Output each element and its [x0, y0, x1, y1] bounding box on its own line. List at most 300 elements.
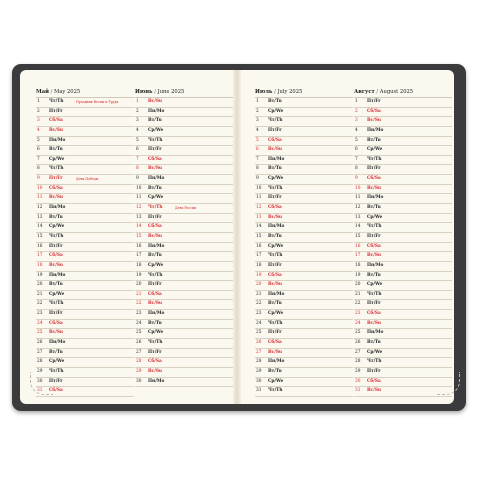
- day-row: [354, 223, 452, 233]
- month-name-en: May 2025: [54, 89, 81, 95]
- day-row: [135, 281, 233, 291]
- day-number: 20: [37, 282, 43, 288]
- weekday-label: Сб/Sa: [49, 253, 63, 259]
- day-row: [255, 175, 353, 185]
- day-number: 15: [355, 233, 361, 239]
- day-number: 21: [37, 291, 43, 297]
- day-number: 14: [37, 224, 43, 230]
- day-number: 18: [37, 262, 43, 268]
- day-number: 10: [256, 185, 262, 191]
- day-row: [36, 281, 134, 291]
- weekday-label: Пн/Mo: [148, 108, 165, 114]
- day-number: 25: [256, 330, 262, 336]
- day-number: 20: [355, 282, 361, 288]
- weekday-label: Вс/Su: [49, 262, 64, 268]
- weekday-label: Вт/Tu: [148, 320, 162, 326]
- day-number: 23: [256, 311, 262, 317]
- day-row: [255, 165, 353, 175]
- weekday-label: Вс/Su: [49, 330, 64, 336]
- weekday-label: Ср/We: [148, 262, 164, 268]
- weekday-label: Чт/Th: [268, 388, 283, 394]
- weekday-label: Сб/Sa: [367, 243, 381, 249]
- day-number: 7: [256, 156, 259, 162]
- weekday-label: Пн/Mo: [367, 195, 384, 201]
- weekday-label: Чт/Th: [367, 156, 382, 162]
- day-number: 16: [355, 243, 361, 249]
- day-number: 5: [136, 137, 139, 143]
- day-number: 8: [355, 166, 358, 172]
- weekday-label: Вт/Tu: [268, 368, 282, 374]
- weekday-label: Ср/We: [49, 156, 65, 162]
- weekday-label: Вт/Tu: [367, 205, 381, 211]
- day-row: [354, 339, 452, 349]
- day-row: [135, 368, 233, 378]
- weekday-label: Пт/Fr: [49, 243, 63, 249]
- weekday-label: Ср/We: [148, 195, 164, 201]
- day-number: 19: [355, 272, 361, 278]
- day-row: [354, 185, 452, 195]
- weekday-label: Пн/Mo: [367, 127, 384, 133]
- day-number: 12: [355, 205, 361, 211]
- day-number: 26: [37, 340, 43, 346]
- month-header: Май / May 2025: [36, 87, 134, 98]
- day-number: 23: [37, 311, 43, 317]
- day-number: 25: [136, 330, 142, 336]
- day-number: 3: [136, 118, 139, 124]
- month-name-ru: Август: [354, 89, 375, 95]
- day-number: 3: [355, 118, 358, 124]
- weekday-label: Чт/Th: [268, 118, 283, 124]
- day-number: 16: [37, 243, 43, 249]
- day-row: [36, 108, 134, 118]
- day-number: 29: [136, 368, 142, 374]
- day-number: 21: [355, 291, 361, 297]
- day-number: 2: [136, 108, 139, 114]
- day-number: 18: [256, 262, 262, 268]
- day-row: [255, 272, 353, 282]
- day-number: 24: [355, 320, 361, 326]
- weekday-label: Пн/Mo: [49, 272, 66, 278]
- day-row: [354, 310, 452, 320]
- weekday-label: Ср/We: [148, 127, 164, 133]
- day-number: 12: [37, 205, 43, 211]
- weekday-label: Пт/Fr: [49, 108, 63, 114]
- day-number: 21: [256, 291, 262, 297]
- weekday-label: Ср/We: [148, 330, 164, 336]
- day-number: 17: [256, 253, 262, 259]
- weekday-label: Вт/Tu: [268, 233, 282, 239]
- day-row: [36, 272, 134, 282]
- day-row: [135, 175, 233, 185]
- day-row: [255, 194, 353, 204]
- weekday-label: Сб/Sa: [49, 388, 63, 394]
- weekday-label: Пт/Fr: [268, 262, 282, 268]
- weekday-label: Сб/Sa: [268, 205, 282, 211]
- day-row: [36, 127, 134, 137]
- weekday-label: Сб/Sa: [148, 359, 162, 365]
- weekday-label: Вс/Su: [367, 118, 382, 124]
- day-row: [354, 368, 452, 378]
- holiday-note: День Победы: [76, 177, 99, 182]
- weekday-label: Пн/Mo: [49, 340, 66, 346]
- day-row: [354, 98, 452, 108]
- day-number: 17: [37, 253, 43, 259]
- day-number: 19: [37, 272, 43, 278]
- day-row: [36, 358, 134, 368]
- weekday-label: Сб/Sa: [49, 320, 63, 326]
- day-row: [354, 262, 452, 272]
- day-number: 28: [136, 359, 142, 365]
- day-row: [36, 310, 134, 320]
- day-row: [135, 137, 233, 147]
- day-row: [255, 387, 353, 397]
- weekday-label: Вт/Tu: [367, 340, 381, 346]
- weekday-label: Пт/Fr: [49, 311, 63, 317]
- month-column-june: [135, 87, 233, 387]
- day-number: 6: [37, 147, 40, 153]
- day-number: 6: [136, 147, 139, 153]
- day-number: 17: [136, 253, 142, 259]
- weekday-label: Пн/Mo: [148, 243, 165, 249]
- day-number: 13: [136, 214, 142, 220]
- day-row: [135, 117, 233, 127]
- weekday-label: Ср/We: [268, 378, 284, 384]
- weekday-label: Чт/Th: [268, 253, 283, 259]
- day-row: [36, 214, 134, 224]
- holiday-note: День России: [175, 206, 197, 211]
- day-number: 26: [256, 340, 262, 346]
- weekday-label: Вт/Tu: [268, 301, 282, 307]
- day-row: [36, 137, 134, 147]
- day-row: [354, 252, 452, 262]
- day-row: [36, 223, 134, 233]
- day-row: [255, 223, 353, 233]
- day-number: 25: [355, 330, 361, 336]
- day-number: 5: [355, 137, 358, 143]
- day-row: [354, 291, 452, 301]
- weekday-label: Чт/Th: [268, 320, 283, 326]
- day-row: [36, 156, 134, 166]
- weekday-label: Пт/Fr: [268, 195, 282, 201]
- day-number: 9: [256, 176, 259, 182]
- day-number: 2: [256, 108, 259, 114]
- day-number: 4: [136, 127, 139, 133]
- day-number: 24: [136, 320, 142, 326]
- day-row: [135, 291, 233, 301]
- weekday-label: Пт/Fr: [367, 301, 381, 307]
- day-number: 11: [37, 195, 43, 201]
- day-number: 5: [37, 137, 40, 143]
- day-number: 27: [37, 349, 43, 355]
- day-row: [354, 127, 452, 137]
- day-number: 19: [136, 272, 142, 278]
- day-row: [135, 252, 233, 262]
- weekday-label: Чт/Th: [367, 359, 382, 365]
- weekday-label: Чт/Th: [148, 137, 163, 143]
- day-number: 14: [256, 224, 262, 230]
- day-number: 7: [355, 156, 358, 162]
- day-row: [354, 137, 452, 147]
- day-row: [354, 175, 452, 185]
- month-column-may: [36, 87, 134, 397]
- weekday-label: Пт/Fr: [268, 330, 282, 336]
- weekday-label: Вс/Su: [148, 233, 163, 239]
- day-row: [255, 214, 353, 224]
- weekday-label: Вт/Tu: [367, 137, 381, 143]
- day-row: [135, 262, 233, 272]
- weekday-label: Чт/Th: [49, 166, 64, 172]
- day-number: 11: [256, 195, 262, 201]
- day-row: [36, 175, 134, 185]
- weekday-label: Ср/We: [367, 282, 383, 288]
- day-row: [255, 127, 353, 137]
- weekday-label: Чт/Th: [49, 99, 64, 104]
- day-row: [36, 117, 134, 127]
- day-row: [255, 368, 353, 378]
- weekday-label: Пт/Fr: [367, 368, 381, 374]
- weekday-label: Ср/We: [268, 108, 284, 114]
- day-row: [135, 165, 233, 175]
- day-row: [135, 185, 233, 195]
- weekday-label: Пт/Fr: [268, 127, 282, 133]
- weekday-label: Вс/Su: [367, 388, 382, 394]
- day-row: [255, 137, 353, 147]
- weekday-label: Вт/Tu: [367, 272, 381, 278]
- day-number: 11: [355, 195, 361, 201]
- day-number: 4: [37, 127, 40, 133]
- day-row: [36, 368, 134, 378]
- day-row: [36, 98, 134, 108]
- day-row: [354, 214, 452, 224]
- day-row: [354, 165, 452, 175]
- day-number: 23: [136, 311, 142, 317]
- weekday-label: Сб/Sa: [49, 118, 63, 124]
- day-row: [255, 117, 353, 127]
- day-number: 25: [37, 330, 43, 336]
- page-gutter: [233, 70, 241, 404]
- weekday-label: Пт/Fr: [367, 99, 381, 104]
- weekday-label: Вс/Su: [367, 253, 382, 259]
- weekday-label: Ср/We: [268, 311, 284, 317]
- day-row: [354, 108, 452, 118]
- day-number: 23: [355, 311, 361, 317]
- weekday-label: Пт/Fr: [367, 166, 381, 172]
- day-number: 9: [355, 176, 358, 182]
- weekday-label: Сб/Sa: [148, 224, 162, 230]
- day-number: 3: [256, 118, 259, 124]
- day-row: [255, 300, 353, 310]
- day-row: [255, 329, 353, 339]
- day-number: 15: [136, 233, 142, 239]
- day-row: [255, 281, 353, 291]
- weekday-label: Сб/Sa: [367, 378, 381, 384]
- month-name-en: August 2025: [379, 89, 414, 95]
- day-number: 27: [355, 349, 361, 355]
- month-header: Август / August 2025: [354, 87, 452, 98]
- weekday-label: Пн/Mo: [49, 137, 66, 143]
- day-row: [255, 291, 353, 301]
- day-row: [255, 310, 353, 320]
- day-row: [135, 243, 233, 253]
- day-row: [135, 349, 233, 359]
- day-row: [354, 233, 452, 243]
- weekday-label: Сб/Sa: [268, 340, 282, 346]
- weekday-label: Пт/Fr: [367, 233, 381, 239]
- day-row: [354, 300, 452, 310]
- month-name-ru: Июнь: [135, 89, 153, 95]
- weekday-label: Вс/Su: [49, 195, 64, 201]
- day-number: 13: [355, 214, 361, 220]
- weekday-label: Вс/Su: [49, 127, 64, 133]
- weekday-label: Вт/Tu: [49, 147, 63, 153]
- month-header: Июнь / June 2025: [135, 87, 233, 98]
- day-row: [36, 378, 134, 388]
- day-number: 30: [136, 378, 142, 384]
- day-number: 1: [355, 99, 358, 104]
- day-row: [36, 291, 134, 301]
- day-row: [354, 378, 452, 388]
- day-number: 2: [37, 108, 40, 114]
- weekday-label: Чт/Th: [49, 301, 64, 307]
- weekday-label: Чт/Th: [49, 233, 64, 239]
- day-row: [255, 262, 353, 272]
- day-row: [36, 300, 134, 310]
- weekday-label: Сб/Sa: [268, 272, 282, 278]
- day-row: [354, 243, 452, 253]
- day-row: [36, 262, 134, 272]
- weekday-label: Пт/Fr: [148, 147, 162, 153]
- day-row: [255, 233, 353, 243]
- day-row: [135, 339, 233, 349]
- weekday-label: Пн/Mo: [148, 311, 165, 317]
- day-row: [135, 204, 233, 214]
- day-number: 1: [256, 99, 259, 104]
- day-number: 22: [37, 301, 43, 307]
- day-row: [354, 281, 452, 291]
- day-number: 29: [256, 368, 262, 374]
- day-number: 31: [256, 388, 262, 394]
- weekday-label: Вс/Su: [268, 214, 283, 220]
- day-row: [354, 156, 452, 166]
- weekday-label: Пн/Mo: [367, 262, 384, 268]
- weekday-label: Вт/Tu: [268, 166, 282, 172]
- day-number: 27: [136, 349, 142, 355]
- day-number: 6: [256, 147, 259, 153]
- day-row: [135, 214, 233, 224]
- weekday-label: Вс/Su: [148, 99, 163, 104]
- day-number: 1: [37, 99, 40, 104]
- day-number: 14: [136, 224, 142, 230]
- day-number: 22: [256, 301, 262, 307]
- day-number: 11: [136, 195, 142, 201]
- weekday-label: Ср/We: [367, 349, 383, 355]
- day-row: [135, 272, 233, 282]
- day-row: [36, 233, 134, 243]
- day-row: [255, 108, 353, 118]
- day-row: [36, 194, 134, 204]
- weekday-label: Сб/Sa: [49, 185, 63, 191]
- weekday-label: Пт/Fr: [49, 176, 63, 182]
- month-name-en: June 2025: [157, 89, 185, 95]
- weekday-label: Ср/We: [268, 176, 284, 182]
- day-row: [36, 204, 134, 214]
- day-row: [255, 339, 353, 349]
- month-header: Июль / July 2025: [255, 87, 353, 98]
- day-number: 26: [355, 340, 361, 346]
- day-number: 10: [37, 185, 43, 191]
- day-row: [135, 233, 233, 243]
- weekday-label: Пн/Mo: [367, 330, 384, 336]
- day-row: [354, 204, 452, 214]
- day-number: 18: [136, 262, 142, 268]
- day-row: [255, 320, 353, 330]
- day-row: [354, 320, 452, 330]
- day-number: 21: [136, 291, 142, 297]
- weekday-label: Ср/We: [49, 224, 65, 230]
- weekday-label: Сб/Sa: [148, 156, 162, 162]
- day-number: 26: [136, 340, 142, 346]
- day-number: 8: [136, 166, 139, 172]
- day-row: [255, 98, 353, 108]
- day-number: 24: [256, 320, 262, 326]
- day-row: [135, 127, 233, 137]
- day-number: 27: [256, 349, 262, 355]
- weekday-label: Вс/Su: [268, 282, 283, 288]
- day-number: 30: [37, 378, 43, 384]
- day-number: 3: [37, 118, 40, 124]
- weekday-label: Чт/Th: [367, 291, 382, 297]
- weekday-label: Пн/Mo: [148, 378, 165, 384]
- day-number: 8: [256, 166, 259, 172]
- day-number: 28: [37, 359, 43, 365]
- day-row: [354, 387, 452, 397]
- day-row: [255, 349, 353, 359]
- weekday-label: Вс/Su: [367, 185, 382, 191]
- day-list: [354, 98, 452, 397]
- weekday-label: Чт/Th: [148, 340, 163, 346]
- day-number: 7: [136, 156, 139, 162]
- weekday-label: Вт/Tu: [49, 214, 63, 220]
- day-row: [135, 300, 233, 310]
- weekday-label: Чт/Th: [49, 368, 64, 374]
- weekday-label: Пт/Fr: [148, 282, 162, 288]
- day-list: [36, 98, 134, 397]
- day-number: 12: [256, 205, 262, 211]
- weekday-label: Сб/Sa: [367, 176, 381, 182]
- day-row: [354, 272, 452, 282]
- day-number: 24: [37, 320, 43, 326]
- day-number: 28: [355, 359, 361, 365]
- day-row: [135, 223, 233, 233]
- day-row: [135, 358, 233, 368]
- day-number: 16: [136, 243, 142, 249]
- weekday-label: Ср/We: [367, 147, 383, 153]
- day-row: [36, 165, 134, 175]
- day-row: [135, 329, 233, 339]
- day-row: [135, 146, 233, 156]
- day-number: 18: [355, 262, 361, 268]
- day-number: 19: [256, 272, 262, 278]
- weekday-label: Пн/Mo: [49, 205, 66, 211]
- weekday-label: Сб/Sa: [367, 108, 381, 114]
- weekday-label: Ср/We: [268, 243, 284, 249]
- day-row: [354, 194, 452, 204]
- day-row: [255, 204, 353, 214]
- day-number: 20: [256, 282, 262, 288]
- day-number: 12: [136, 205, 142, 211]
- day-row: [36, 252, 134, 262]
- weekday-label: Вс/Su: [268, 349, 283, 355]
